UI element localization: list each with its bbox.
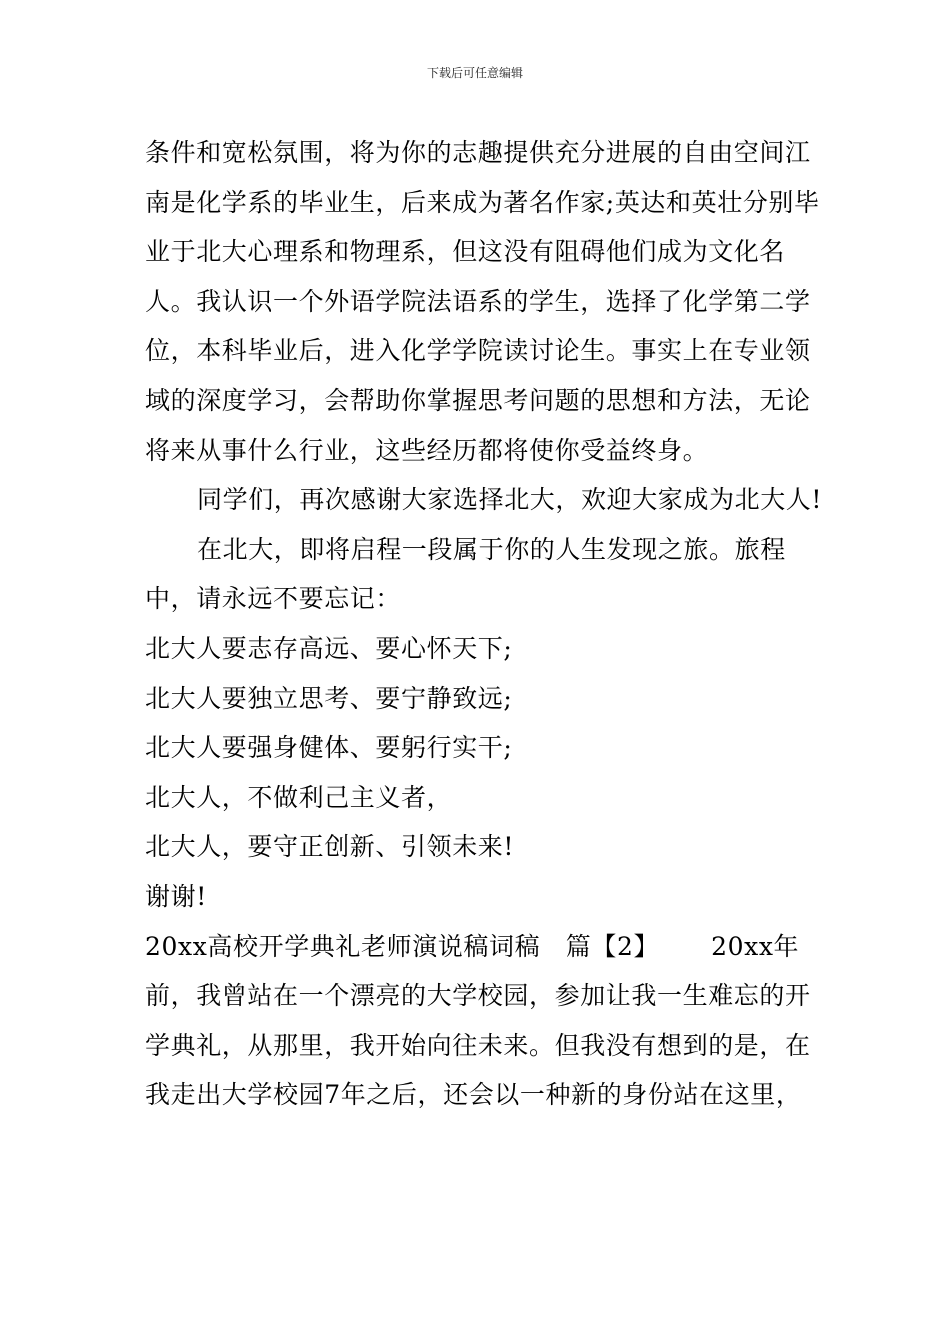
page-header: 下载后可任意编辑 bbox=[426, 66, 523, 80]
speech-2-body: 20xx年前，我曾站在一个漂亮的大学校园，参加让我一生难忘的开学典礼，从那里，我开始向往未来。但我没有想到的是，在我走出大学校园7年之后，还会以一种新的身份站在这里， bbox=[145, 931, 811, 1110]
motto-line-4: 北大人，不做利己主义者， bbox=[145, 782, 453, 812]
paragraph-welcome: 同学们，再次感谢大家选择北大，欢迎大家成为北大人! bbox=[197, 485, 823, 515]
paragraph-speech-2 bbox=[145, 922, 835, 1120]
motto-line-2: 北大人要独立思考、要宁静致远; bbox=[145, 683, 513, 713]
motto-line-5: 北大人，要守正创新、引领未来! bbox=[145, 832, 515, 862]
speech-2-title: 20xx高校开学典礼老师演说稿词稿 篇【2】 bbox=[145, 931, 660, 961]
thanks-line: 谢谢! bbox=[145, 881, 207, 911]
motto-line-3: 北大人要强身健体、要躬行实干; bbox=[145, 733, 513, 763]
document-body bbox=[145, 128, 835, 1120]
paragraph-majors: 条件和宽松氛围，将为你的志趣提供充分进展的自由空间江南是化学系的毕业生，后来成为著名作家;英达和英壮分别毕业于北大心理系和物理系，但这没有阻碍他们成为文化名人。我认识一个外语学院法语系的学生，选择了化学第二学位，本科毕业后，进入化学学院读讨论生。事实上在专业领域的深度学习，会帮助你掌握思考问题的思想和方法，无论将来从事什么行业，这些经历都将使你受益终身。 bbox=[145, 138, 820, 465]
motto-line-1: 北大人要志存高远、要心怀天下; bbox=[145, 633, 513, 663]
paragraph-journey: 在北大，即将启程一段属于你的人生发现之旅。旅程中，请永远不要忘记： bbox=[145, 534, 786, 614]
